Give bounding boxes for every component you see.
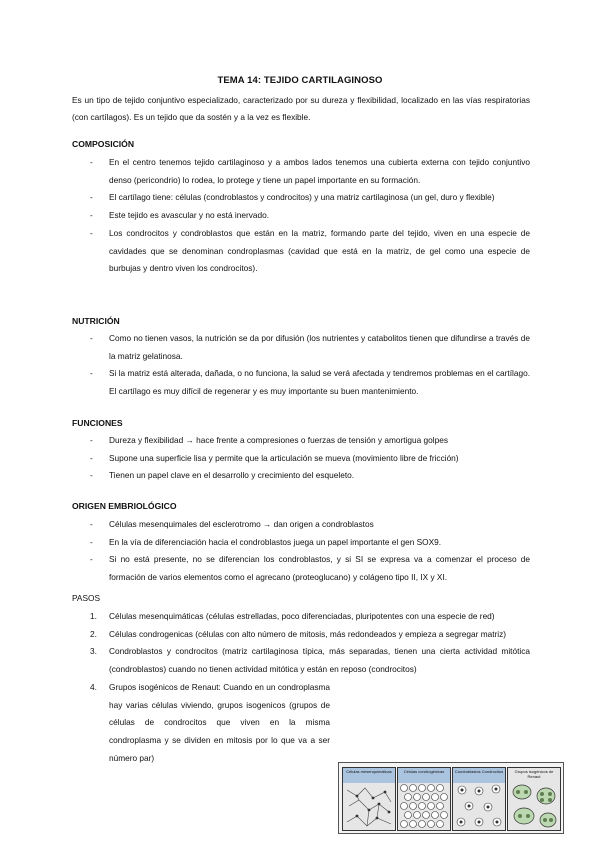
list-item: - Este tejido es avascular y no está inervado. <box>0 207 530 225</box>
list-item: - Supone una superficie lisa y permite que la articulación se mueva (movimiento libre de fricción) <box>0 450 530 468</box>
pasos-list <box>0 608 530 767</box>
heading-funciones: FUNCIONES <box>72 418 123 428</box>
list-item: - Si la matriz está alterada, dañada, o no funciona, la salud se verá afectada y tendremos problemas en el cartílago. El cartílago es muy difícil de regenerar y es muy importante su buen mantenimiento. <box>0 365 530 400</box>
heading-pasos: PASOS <box>72 593 100 603</box>
list-item: 2. Células condrogenicas (células con alto número de mitosis, más redondeados y empieza a segregar matriz) <box>90 628 507 639</box>
bullet-dash: - <box>90 470 93 481</box>
chondroblasts-illustration <box>453 782 505 830</box>
bullet-dash: - <box>90 435 93 445</box>
bullet-dash: - <box>90 519 93 529</box>
heading-origen-embriologico: ORIGEN EMBRIOLÓGICO <box>72 501 177 511</box>
bullet-dash: - <box>90 333 93 343</box>
bullet-dash: - <box>90 210 93 221</box>
figure-panel-grupos-isogenicos: Grupos isogénicos de Renaut <box>507 767 561 831</box>
list-item: - En la vía de diferenciación hacia el condroblastos juega un papel importante el gen SOX9. <box>0 534 530 552</box>
heading-nutricion: NUTRICIÓN <box>72 316 120 326</box>
bullet-dash: - <box>90 536 93 547</box>
page-title: TEMA 14: TEJIDO CARTILAGINOSO <box>217 75 383 86</box>
histology-figure <box>338 762 564 834</box>
origen-list <box>0 516 530 587</box>
list-item: 4. Grupos isogénicos de Renaut: Cuando en un condroplasma hay varias células viviendo, grupos isogenicos (grupos de células de condrocitos que viven en la misma condroplasma y se dividen en mitosis por lo que va a ser número par) <box>90 681 330 763</box>
list-item: - Como no tienen vasos, la nutrición se da por difusión (los nutrientes y catabolitos tienen que difundirse a través de la matriz gelatinosa. <box>0 330 530 365</box>
figure-panel-condroblastos: Condroblastos Condrocitos <box>452 767 506 831</box>
list-item: - Tienen un papel clave en el desarrollo y crecimiento del esqueleto. <box>0 467 530 485</box>
funciones-list <box>0 432 530 485</box>
bullet-dash: - <box>90 192 93 203</box>
list-item: - Si no está presente, no se diferencian los condroblastos, y si SI se expresa va a comenzar el proceso de formación de varios elementos como el agrecano (proteoglucano) y colágeno tipo II, IX y XI. <box>0 551 530 586</box>
bullet-dash: - <box>90 227 93 238</box>
list-item: - En el centro tenemos tejido cartilaginoso y a ambos lados tenemos una cubierta externa con tejido conjuntivo denso (pericondrio) lo rodea, lo protege y tiene un papel importante en su formación. <box>0 154 530 189</box>
list-item: - Células mesenquimales del esclerotromo → dan origen a condroblastos <box>0 516 530 534</box>
bullet-dash: - <box>90 452 93 463</box>
list-item: - El cartílago tiene: células (condroblastos y condrocitos) y una matriz cartilaginosa (un gel, duro y flexible) <box>0 189 530 207</box>
composicion-list <box>0 154 530 278</box>
bullet-dash: - <box>90 368 93 379</box>
isogenic-groups-illustration <box>508 782 560 830</box>
intro-paragraph: Es un tipo de tejido conjuntivo especializado, caracterizado por su dureza y flexibilidad, localizado en las vías respiratorias (con cartílagos). Es un tejido que da sostén y a la vez es flexible. <box>72 95 530 122</box>
list-item: 1. Células mesenquimáticas (células estrelladas, poco diferenciadas, pluripotentes con una especie de red) <box>90 611 495 621</box>
figure-panel-mesenquimaticas: Células mesenquimáticas <box>342 767 396 831</box>
list-item: 3. Condroblastos y condrocitos (matriz cartilaginosa típica, más separadas, tienen una cierta actividad mitótica (condroblastos) cuando no tienen actividad mitótica y están en reposo (condrocitos) <box>90 646 530 675</box>
bullet-dash: - <box>90 157 93 167</box>
chondrogenic-cells-illustration <box>398 782 450 830</box>
heading-composicion: COMPOSICIÓN <box>72 139 135 149</box>
list-item: - Los condrocitos y condroblastos que están en la matriz, formando parte del tejido, viven en una especie de cavidades que se denominan condroplasmas (cavidad que está en la matriz, de gel como una especie de burbujas y dentro viven los condrocitos). <box>0 225 530 278</box>
bullet-dash: - <box>90 554 93 565</box>
figure-panel-condrogenicas: Células condrogénicas <box>397 767 451 831</box>
nutricion-list <box>0 330 530 401</box>
mesenchymal-cells-illustration <box>343 782 395 830</box>
list-item: - Dureza y flexibilidad → hace frente a compresiones o fuerzas de tensión y amortigua golpes <box>0 432 530 450</box>
